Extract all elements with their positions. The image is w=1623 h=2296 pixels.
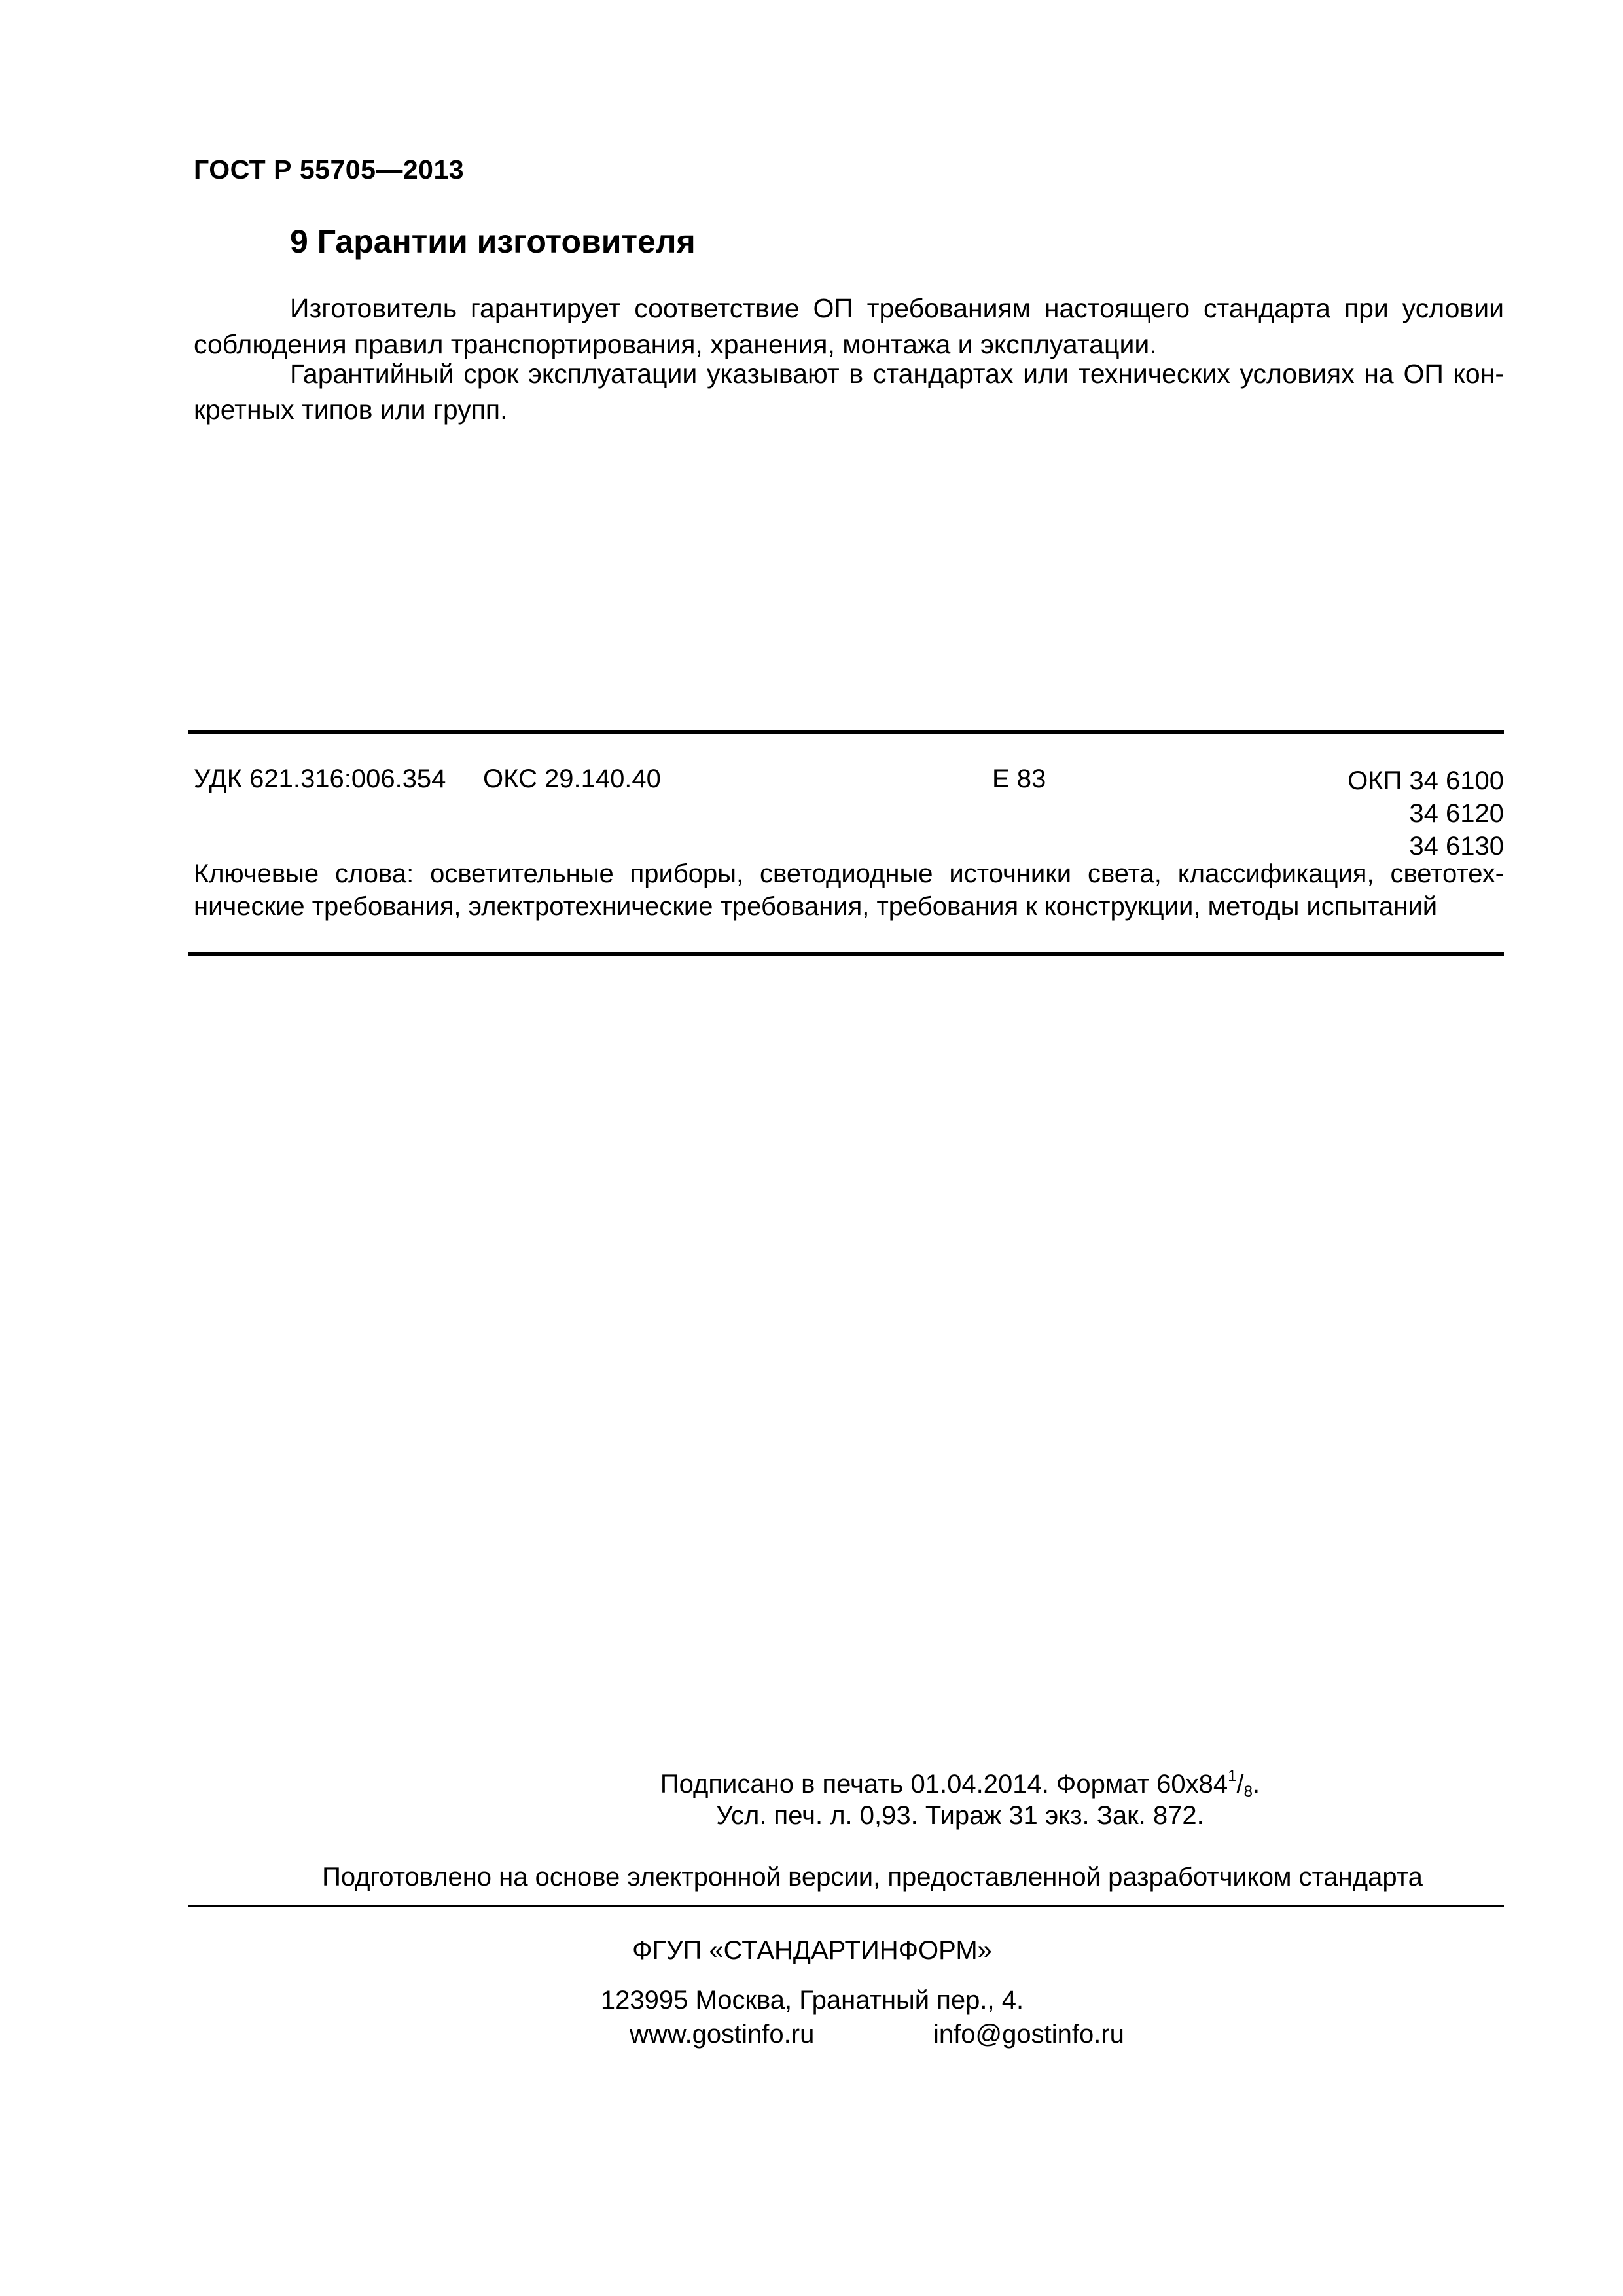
print-run-line: Усл. печ. л. 0,93. Тираж 31 экз. Зак. 872. <box>716 1801 1204 1830</box>
publisher-name: ФГУП «СТАНДАРТИНФОРМ» <box>632 1936 992 1965</box>
okp-code: 34 6120 <box>1409 799 1504 828</box>
document-id: ГОСТ Р 55705—2013 <box>194 154 465 185</box>
okp-code: 34 6130 <box>1409 832 1504 861</box>
paragraph-warranty-compliance: Изготовитель гарантирует соответствие ОП требованиям настоящего стандарта при условии соблюдения правил транспортирования, хранения, монтажа и эксплуатации. <box>194 293 1504 359</box>
print-signed-text: Подписано в печать 01.04.2014. Формат 60х84 <box>660 1770 1228 1799</box>
oks-code: ОКС 29.140.40 <box>483 764 661 793</box>
okp-codes <box>1347 764 1504 863</box>
okp-code: ОКП 34 6100 <box>1347 766 1504 795</box>
divider-middle <box>188 952 1504 956</box>
format-denominator: 8 <box>1243 1783 1253 1801</box>
section-title: 9 Гарантии изготовителя <box>290 223 696 260</box>
publisher-address: 123995 Москва, Гранатный пер., 4. <box>600 1986 1024 2015</box>
udk-code: УДК 621.316:006.354 <box>194 764 446 793</box>
divider-bottom <box>188 1905 1504 1907</box>
e-code: Е 83 <box>992 764 1046 793</box>
divider-top <box>188 730 1504 734</box>
print-signed-line <box>305 1767 1615 1801</box>
prepared-note: Подготовлено на основе электронной версии, предоставленной разработчиком стандарта <box>322 1863 1423 1892</box>
website-link[interactable]: www.gostinfo.ru <box>630 2020 815 2049</box>
keywords: Ключевые слова: осветительные приборы, светодиодные источники света, классификация, светотехнические требования, электротехнические требования, требования к конструкции, методы испытаний <box>194 859 1504 921</box>
email-link[interactable]: info@gostinfo.ru <box>933 2020 1124 2049</box>
format-numerator: 1 <box>1228 1767 1237 1785</box>
paragraph-warranty-period: Гарантийный срок эксплуатации указывают в стандартах или технических условиях на ОП конкретных типов или групп. <box>194 359 1504 425</box>
format-separator: / <box>1236 1770 1244 1799</box>
print-signed-suffix: . <box>1252 1770 1260 1799</box>
